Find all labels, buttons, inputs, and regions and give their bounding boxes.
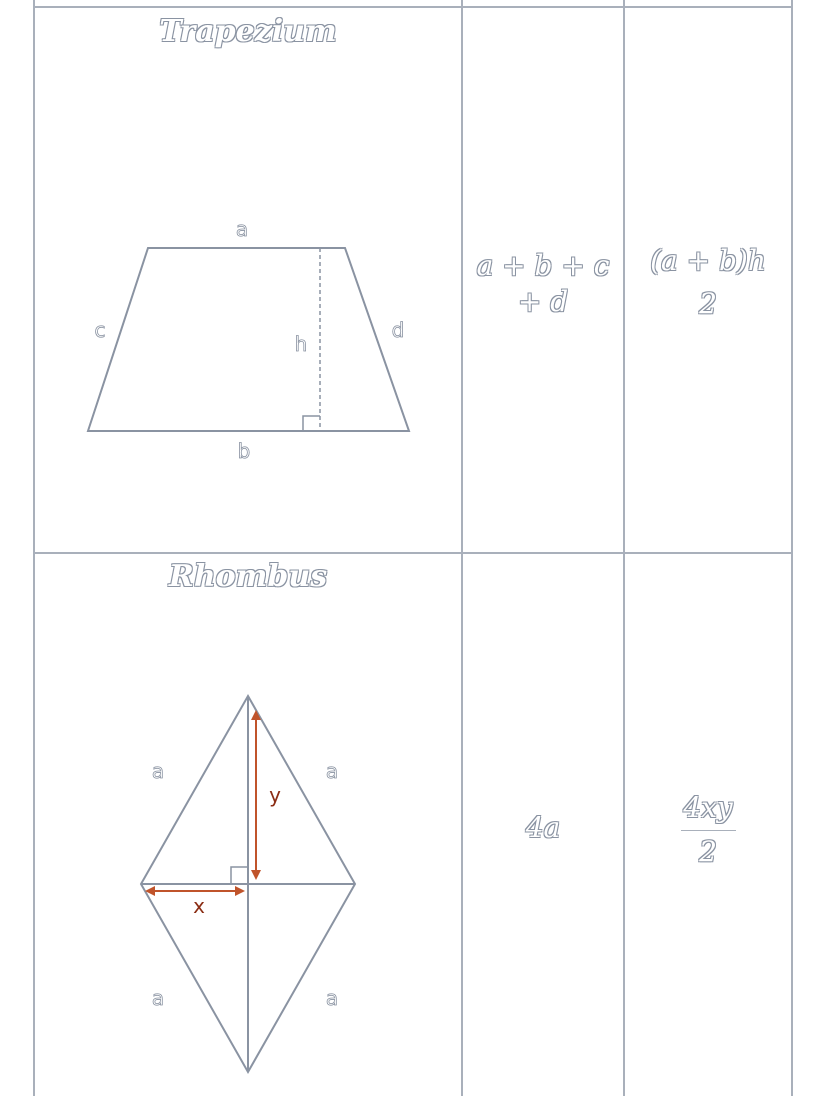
- rhombus-area-cell: [625, 554, 791, 1096]
- rhombus-area-denominator: 2: [699, 835, 717, 868]
- rhombus-y-arrowhead-bottom: [251, 870, 261, 880]
- rhombus-perimeter-cell: [463, 554, 623, 1096]
- rhombus-title: Rhombus: [168, 559, 328, 594]
- rhombus-right-angle-marker: [231, 867, 248, 884]
- rhombus-label-side-bottom-right: a: [325, 986, 339, 1010]
- rhombus-shape-cell: [35, 554, 461, 1096]
- trapezium-title: Trapezium: [159, 14, 337, 49]
- trapezium-area-cell: [625, 8, 791, 552]
- rhombus-label-side-bottom-left: a: [151, 986, 165, 1010]
- trapezium-perimeter-line1: a + b + c: [476, 249, 610, 282]
- trapezium-area-denominator: 2: [699, 287, 717, 320]
- trapezium-label-top: a: [235, 217, 249, 241]
- rhombus-label-side-top-right: a: [325, 759, 339, 783]
- trapezium-perimeter-line2: + d: [517, 285, 569, 318]
- trapezium-right-angle-marker: [303, 416, 320, 431]
- rhombus-label-x: x: [193, 894, 205, 918]
- trapezium-label-right: d: [391, 318, 405, 342]
- rhombus-area-numerator: 4xy: [683, 791, 733, 824]
- table-border-right: [791, 0, 793, 1096]
- trapezium-diagram: [35, 8, 461, 552]
- rhombus-perimeter: 4a: [525, 811, 561, 844]
- trapezium-outline: [88, 248, 409, 431]
- rhombus-area-fraction-bar: [681, 830, 736, 831]
- trapezium-label-left: c: [94, 318, 106, 342]
- trapezium-label-bottom: b: [237, 439, 251, 463]
- rhombus-diagram: [35, 554, 461, 1096]
- rhombus-label-y: y: [269, 783, 281, 807]
- trapezium-shape-cell: [35, 8, 461, 552]
- rhombus-x-arrowhead-right: [235, 886, 245, 896]
- rhombus-label-side-top-left: a: [151, 759, 165, 783]
- trapezium-label-height: h: [294, 332, 308, 356]
- trapezium-area-numerator: (a + b)h: [650, 244, 766, 277]
- trapezium-perimeter-cell: [463, 8, 623, 552]
